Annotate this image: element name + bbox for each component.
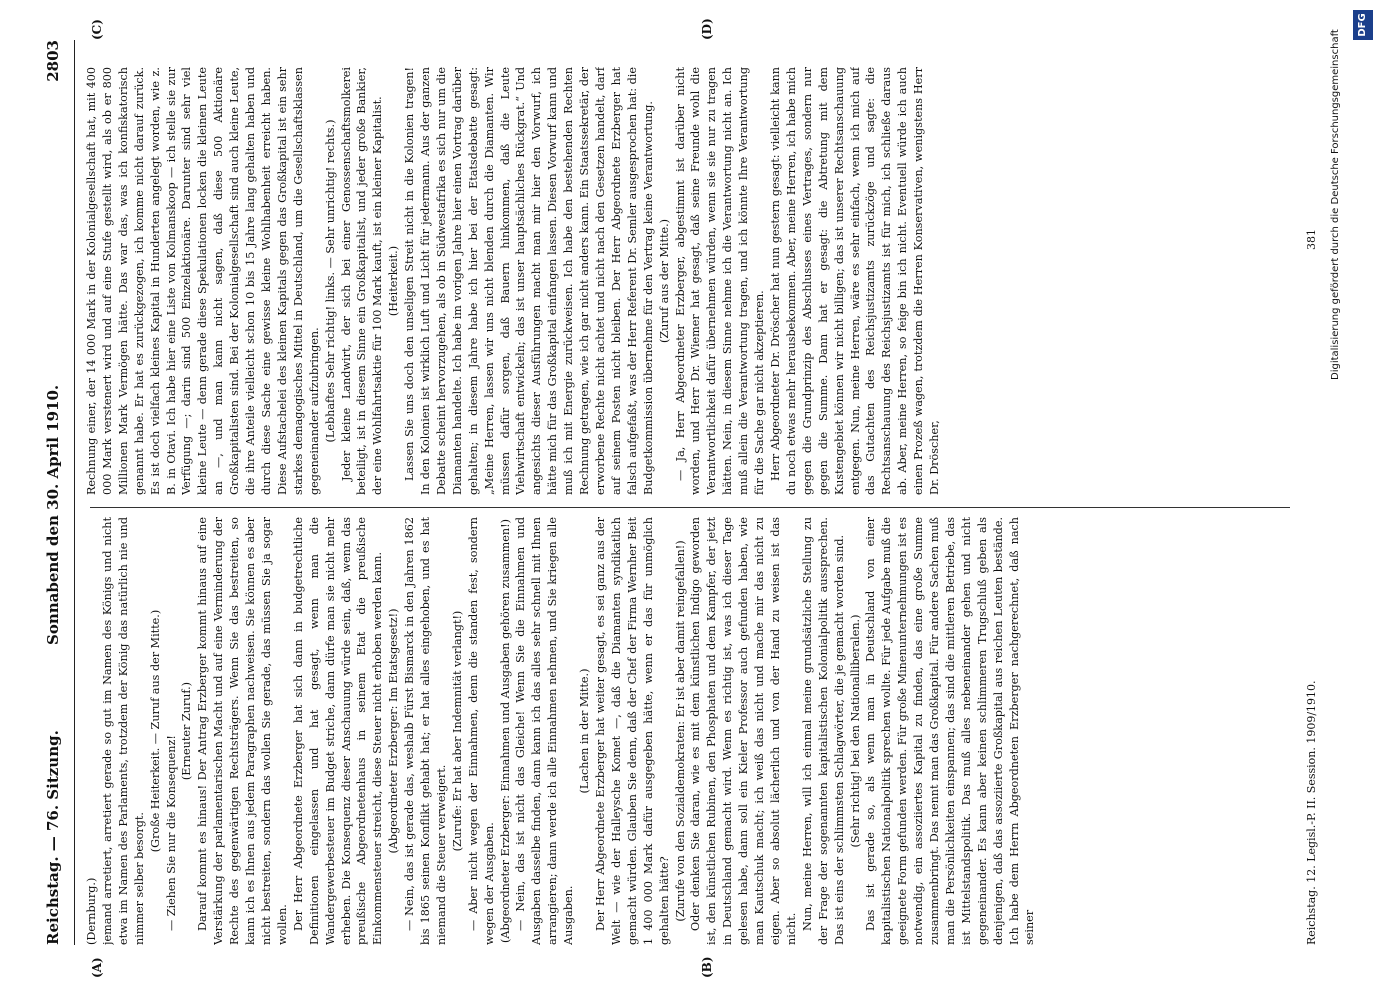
margin-marker-b: (B) [700, 956, 714, 978]
margin-marker-c: (C) [90, 19, 104, 40]
paragraph: (Lebhaftes Sehr richtig! links. — Sehr unrichtig! rechts.) [323, 119, 337, 443]
text-column-left [84, 517, 1299, 945]
paragraph: Jeder kleine Landwirt, der sich bei einer Genossenschaftsmolkerei beteiligt, ist in diesem Sinne ein Großkapitalist, und jeder große Bankier, der eine Wohlfahrtsaktie für 100 Mark kauft, ist ein kleiner Kapitalist. [339, 67, 385, 495]
paragraph: (Zuruf aus der Mitte.) [657, 218, 671, 344]
paragraph: Herr Abgeordneter Dr. Dröscher hat nun gestern gesagt: vielleicht kann du noch etwas mehr herausbekommen. Aber, meine Herren, ich habe mich gegen die Grundprinzip des Abschlusses eines Vertrages, sondern nur gegen die Summe. Dann hat er gesagt: die Abtretung mit dem Kustengebiet können wir nicht billigen; das ist unserer Rechtsanschauung entgegen. Nun, meine Herren, wäre es sehr einfach, wenn ich mich auf das Gutachten des Reichsjustizamts zurückzöge und sagte: die Rechtsanschauung des Reichsjustizamts ist für mich, ich schließe daraus ab. Aber, meine Herren, so feige bin ich nicht. Eventuell würde ich auch einen Prozeß wagen, trotzdem die Herren Konservativen, wenigstens Herr Dr. Dröscher, [768, 67, 942, 495]
paragraph: Darauf kommt es hinaus! Der Antrag Erzberger kommt hinaus auf eine Verstärkung der parlamentarischen Macht und auf eine Verminderung der Rechte des gegenwärtigen Rechtsträgers. Wenn Sie das bestreiten, so kann ich es Ihnen aus jedem Paragraphen nachweisen. Sie können es aber nicht bestreiten, sondern das wollen Sie gerade, das müssen Sie ja sogar wollen. [196, 517, 289, 945]
paragraph: (Erneuter Zuruf.) [180, 681, 194, 781]
margin-marker-a: (A) [90, 957, 104, 978]
margin-marker-d: (D) [700, 18, 714, 40]
paragraph: (Abgeordneter Erzberger: Im Etatsgesetz!) [387, 608, 401, 854]
folio-number: 381 [1305, 229, 1318, 250]
paragraph: — Nein, das ist gerade das, weshalb Fürst Bismarck in den Jahren 1862 bis 1865 seinen Konflikt gehabt hat; er hat alles eingehoben, und es hat niemand die Steuer verweigert. [403, 517, 448, 945]
text-column-right [84, 67, 1299, 495]
paragraph: — Nein, das ist nicht das Gleiche! Wenn Sie die Einnahmen und Ausgaben dasselbe finden, dann kann ich das alles sehr schnell mit Ihnen arrangieren; dann werde ich alle Einnahmen nehmen, und Sie kriegen alle Ausgaben. [514, 517, 576, 945]
footer-session: Reichstag. 12. Legisl.-P. II. Session. 1909/1910. [1305, 680, 1318, 945]
paragraph: Der Herr Abgeordnete Erzberger hat weiter gesagt, es sei ganz aus der Welt — wie der Halleysche Komet —, daß die Diamanten syndikatlich gemacht würden. Glauben Sie denn, daß der Chef der Firma Wernher Beit 1 400 000 Mark dafür ausgegeben hätte, wenn er das für unmöglich gehalten hätte? [594, 517, 671, 945]
paragraph: Rechnung einer, der 14 000 Mark in der Kolonialgesellschaft hat, mit 400 000 Mark verstenert wird und auf eine Stufe gestellt wird, als ob er 800 Millionen Mark Vermögen hätte. Das war das, was ich konfiskatorisch genannt habe. Er hat es zurückgezogen, ich komme nicht darauf zurück. Es ist doch vielfach kleines Kapital in Hunderten angelegt worden, wie z. B. in Otavi. Ich habe hier eine Liste von Kolmanskoop — ich stelle sie zur Verfügung —; darin sind 500 Einzelaktionäre. Darunter sind sehr viel kleine Leute — denn gerade diese Spekulationen locken die kleinen Leute an —, und man kann nicht sagen, daß diese 500 Aktionäre Großkapitalisten sind. Bei der Kolonialgesellschaft sind auch kleine Leute, die ihre Anteile vielleicht schon 10 bis 15 Jahre lang gehalten haben und durch diese Sache eine gewisse kleine Wohlhabenheit erreicht haben. Diese Aufstachelei des kleinen Kapitals gegen das Großkapital ist ein sehr starkes demagogisches Mittel in Deutschland, um die Gesellschaftsklassen gegeneinander aufzubringen. [85, 67, 321, 495]
column-divider [90, 507, 1290, 508]
header-date: Sonnabend den 30. April 1910. [44, 384, 62, 645]
page-number: 2803 [44, 40, 62, 82]
paragraph: Lassen Sie uns doch den unseligen Streit nicht in die Kolonien tragen! In den Kolonien ist wirklich Luft und Licht für jedermann. Aus der ganzen Debatte scheint hervorzugehen, als ob in Südwestafrika es sich nur um die Diamanten handelte. Ich habe im vorigen Jahre hier einen Vortrag darüber gehalten; in diesem Jahre habe ich hier bei der Etatsdebatte gesagt: „Meine Herren, lassen wir uns nicht blenden durch die Diamanten. Wir müssen dafür sorgen, daß Bauern hinkommen, daß die Leute Viehwirtschaft entwickeln; das ist unser hauptsächliches Rückgrat.“ Und angesichts dieser Ausführungen macht man mir hier den Vorwurf, ich hätte mich für das Großkapital einfangen lassen. Diesen Vorwurf kann und muß ich mit Energie zurückweisen. Ich habe den bestehenden Rechten Rechnung getragen, wie ich gar nicht anders kann. Ein Staatssekretär, der erworbene Rechte nicht achtet und nicht nach den Gesetzen handelt, darf auf seinem Posten nicht bleiben. Der Herr Abgeordnete Erzberger hat falsch aufgefaßt, was der Herr Referent Dr. Semler ausgesprochen hat: die Budgetkommission übernehme für den Vertrag keine Verantwortung. [403, 67, 655, 495]
paragraph: Oder denken Sie daran, wie es mit dem künstlichen Indigo geworden ist, den künstlichen Rubinen, den Phosphaten und dem Kampfer, der jetzt in Deutschland gemacht wird. Wenn es richtig ist, was ich dieser Tage gelesen habe, dann soll ein Kieler Professor auch gefunden haben, wie man Kautschuk macht; ich weiß das nicht und mache mir das nicht zu eigen. Aber so absolut lächerlich und von der Hand zu weisen ist das nicht. [689, 517, 798, 945]
paragraph: (Dernburg.) [85, 877, 98, 945]
paragraph: — Ja, Herr Abgeordneter Erzberger, abgestimmt ist darüber nicht worden, und Herr Dr. Wiemer hat gesagt, daß seine Freunde wohl die Verantwortlichkeit dafür übernehmen würden, wenn sie sie nur zu tragen hätten. Nein, in diesem Sinne nehme ich die Verantwortung nicht an. Ich muß allein die Verantwortung tragen, und ich könnte Ihre Verantwortung für die Sache gar nicht akzeptieren. [673, 67, 767, 495]
digitization-note: Digitalisierung gefördert durch die Deutsche Forschungsgemeinschaft [1330, 29, 1341, 380]
paragraph: — Aber nicht wegen der Einnahmen, denn die standen fest, sondern wegen der Ausgaben. [466, 517, 496, 945]
paragraph: (Zurufe von den Sozialdemokraten: Er ist aber damit reingefallen!) [673, 540, 687, 922]
paragraph: (Abgeordneter Erzberger: Einnahmen und Ausgaben gehören zusammen!) [498, 519, 512, 943]
header-left: Reichstag. — 76. Sitzung. [44, 730, 62, 945]
dfg-logo: DFG [1353, 10, 1373, 40]
paragraph: Das ist gerade so, als wenn man in Deutschland von einer kapitalistischen Nationalpolitik sprechen wollte. Für jede Aufgabe muß die geeignete Form gefunden werden. Für große Minenunternehmungen ist es notwendig, ein assoziiertes Kapital zu finden, das eine große Summe zusammenbringt. Das nennt man das Großkapital. Für andere Sachen muß man die Persönlichkeiten einspannen; das sind die mittleren Betriebe, das ist Mittelstandspolitik. Das muß alles nebeneinander gehen und nicht gegeneinander. Es kann aber keinen schlimmeren Trugschluß geben als denjenigen, daß das assoziierte Großkapital aus reichen Leuten bestände. Ich habe dem Herrn Abgeordneten Erzberger nachgerechnet, daß nach seiner [864, 517, 1037, 945]
paragraph: (Große Heiterkeit. — Zuruf aus der Mitte.) [148, 609, 162, 853]
page-header [40, 40, 75, 945]
paragraph: Der Herr Abgeordnete Erzberger hat sich dann in budgetrechtliche Definitionen eingelassen und hat gesagt, wenn man die Wandergewerbesteuer im Budget striche, dann dürfe man sie nicht mehr erheben. Die Konsequenz dieser Anschauung würde sein, daß, wenn das preußische Abgeordnetenhaus in seinem Etat die preußische Einkommensteuer streicht, diese Steuer nicht erhoben werden kann. [291, 517, 385, 945]
paragraph: (Sehr richtig! bei den Nationalliberalen.) [848, 614, 862, 848]
paragraph: jemand arretiert, arretiert gerade so gut im Namen des Königs und nicht etwa im Namen des Parlaments, trotzdem der König das natürlich nie und nimmer selber besorgt. [100, 517, 146, 945]
paragraph: (Zurufe: Er hat aber Indemnität verlangt!) [450, 610, 464, 852]
paragraph: — Ziehen Sie nur die Konsequenz! [164, 735, 178, 931]
paragraph: (Lachen in der Mitte.) [578, 668, 592, 794]
paragraph: Nun, meine Herren, will ich einmal meine grundsätzliche Stellung zu der Frage der sogenannten kapitalistischen Kolonialpolitik aussprechen. Das ist eins der schlimmsten Schlagwörter, die je gemacht worden sind. [800, 517, 846, 945]
paragraph: (Heiterkeit.) [387, 245, 401, 317]
